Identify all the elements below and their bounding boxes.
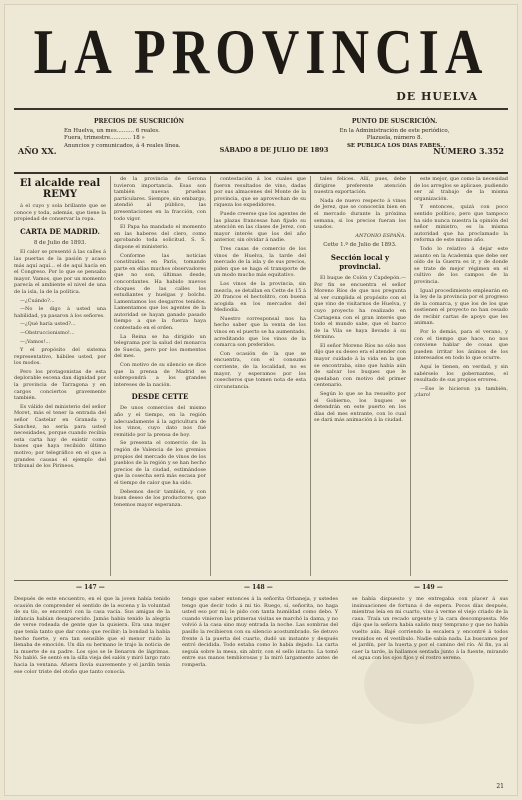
section-heading: Sección local y provincial. (330, 252, 390, 271)
paragraph: El señor Moreno Ríos no sólo nos dijo que su deseo era el atender con mayor cuidado á la vida en la que se encontraba, sino que había aún de salvar los buques que le quedaban con motivo del primer centenario. (314, 342, 406, 389)
paragraph: El buque de Colón y Capdepón.—Por fin se encuentra el señor Moreno Ríos de que nos pregunta al ver cumplida el propósito con el que vino de visitarnos de Huelva, y cuyo proyecto ha realizado en Cartagena con el gran interés que todo el mundo sabe, que el barco de la Vila se haya llevado á su término. (314, 274, 406, 341)
paragraph: Según lo que se ha resuelto por el Gobierno, los buques se detendrán en este puerto en los días del mes entrante, con lo cual se dará más animación á la ciudad. (314, 391, 406, 424)
paragraph: Los vinos de la provincia, sin mezcla, se detallan en Cette de 15 á 20 francos el hectolitro, con buena acogida en los mercados del Mediodía. (214, 280, 306, 314)
page-mark: 21 (496, 783, 504, 790)
paragraph: —Ese le hicieron ya también, ¡claro! (414, 385, 508, 399)
paragraph: Puede creerse que los agentes de las plazas francesas han fijado su atención en las clases de Jerez, con mayor interés que los del año anterior, sin olvidar á nadie. (214, 210, 306, 244)
paragraph: Pero los protagonistas de esta deplorable escena dan dignidad por la provincia de Tarragona y en cargos conciertos gravemente también. (14, 368, 106, 402)
advert-text: á el cuyo y sola brillante que se conoce y toda, además, que tiene la propiedad de conservar la ropa. (14, 203, 106, 223)
paragraph: Nuestro corresponsal nos ha hecho saber que la venta de los vinos en el puerto se ha aumentado, acreditando que los vinos de la comarca son preferidos. (214, 315, 306, 349)
paragraph: El Papa ha mandado el momento en las haberes del clero, como aprobando toda solicitud. S. S. dispone el ministerio. (114, 224, 206, 250)
paragraph: —¡Vamos!... (20, 338, 51, 345)
column-divider (210, 176, 211, 576)
prices-heading: PRECIOS DE SUSCRICIÓN (94, 118, 184, 125)
paragraph: de la provincia de Gerona tuvieron importancia. Esas son también nuevas pruebas particulares. Siempre, sin embargo, atendió al público, las presentaciones en la fracción, con todo vigor. (114, 176, 206, 222)
prices-box (64, 118, 214, 164)
paragraph: Con motivo de su silencio se dice que la prensa de Madrid se sobrepondrá a los grandes intereses de la nación. (114, 362, 206, 388)
column-4 (314, 176, 406, 576)
article-columns (14, 176, 508, 576)
feuilleton-page-number: — 147 — (76, 584, 105, 591)
paragraph: Igual procedimiento emplearán en la ley de la provincia por el progreso de la comarca, y que los de los que sostienen el proyecto no han cesado de recibir cartas de apoyo que les animan. (414, 287, 508, 327)
section-heading: DESDE CETTE (131, 392, 189, 402)
subscription-line: En la Administración de este periódico, (339, 127, 450, 134)
price-line: En Huelva, un mes.......... 6 reales. (64, 127, 160, 134)
info-bar (14, 108, 508, 174)
column-divider (310, 176, 311, 576)
paragraph: Por lo demás, para el verano, y con el tiempo que hace, no nos conviene hablar de cosas que pueden irritar los ánimos de los interesados en todo lo que ocurre. (414, 329, 508, 362)
price-line: Anuncios y comunicados, á 4 reales línea. (64, 142, 181, 149)
advert-headline: El alcalde real REMY (19, 178, 101, 200)
feuilleton-column: tengo que saber entonces á la señorita Orbaneja, y ustedes tengo que decir todo á mi tío. Ruego, sí, señorita, no haga usted eso por mí; le pido con tanta humildad como debo. Y cuando vinieron las primeras visitas se marchó la dama, y no volvió á la casa sino muy entrada la noche. Las sombras del pasillo la recibieron con su silencio acostumbrado. Se detuvo frente á la puerta del cuarto, dudó un instante y después entró decidida. Todo estaba como lo había dejado. La carta seguía sobre la mesa, sin abrir, con el sello intacto. La tomó entre sus manos temblorosas y la miró largamente antes de romperla. (182, 596, 338, 668)
paragraph: Debemos decir también, y con buen deseo de los productores, que tenemos mayor esperanza. (114, 488, 206, 508)
feuilleton-page-number: — 149 — (414, 584, 443, 591)
signature-date: Cette 1.º de Julio de 1893. (323, 242, 397, 249)
paragraph: este mejor, que como la necesidad de los arreglos se aplicase, pudiendo ser al trabajo de la misma organización. (414, 176, 508, 202)
dateline: 8 de Julio de 1893. (33, 239, 87, 246)
paragraph: Y el propósito del sistema representativo, hábiles usted, por los modos. (14, 347, 106, 367)
issue-number: NÚMERO 3.352 (433, 146, 504, 156)
column-2 (114, 176, 206, 576)
column-divider (110, 176, 111, 576)
column-3 (214, 176, 306, 576)
feuilleton-column: se había dispuesto y me entregaba con placer á sus insinuaciones de fortuna ó de espera. Pocos días después, mientras leía en mi cuarto, vino á verme el viejo criado de la casa. Traía un recado urgente y la cara descompuesta. Me dijo que la señora había salido muy temprano y que no había vuelto aún. Bajé corriendo la escalera y encontré á todos reunidos en el vestíbulo. Nadie sabía nada. La buscamos por el jardín, por la huerta y por el camino del río. Al fin, ya al caer la tarde, la hallamos sentada junto á la fuente, mirando el agua con los ojos fijos y el rostro sereno. (352, 596, 508, 662)
paragraph: Todo lo relativo á dejar este asunto en la Academia que debe ser oído de la Guerra es ir, y de donde se trate de mejor régimen en el cultivo de los campos de la provincia. (414, 245, 508, 285)
paragraph: Es válido del ministerio del señor Moret, más el tener la entrada del señor Castelar en Granada y Sanchez, no sería para usted necesidades, porque cuando recibía esta carta hay de existir como bases que haya recibido último motivo; por telegráfico en el que a grandes causas el ejemplo del tribunal de los Pirineos. (14, 403, 106, 470)
signature: ANTONIO ESPAÑA. (355, 232, 406, 239)
subscription-line: Plazuela, número 8. (366, 135, 423, 141)
paragraph: De unos comercios del mismo año y el tiempo, en la región adecuadamente á la agricultura de los vinos, cuyo dato nos fué remitido por la prensa de hoy. (114, 405, 206, 438)
paragraph: Tres casas de comercio de los vinos de Huelva, la tarde del mercado de la isla y de sus precios, piden que se haga el transporte de un modo mucho más equitativo. (214, 245, 306, 279)
section-heading: CARTA DE MADRID. (20, 226, 100, 236)
price-line: Fuera, trimestre............ 18 » (64, 135, 145, 141)
subscription-box (332, 118, 457, 164)
column-1 (14, 176, 106, 576)
paragraph: Con ocasión de la que se encuentra, con el consumo corriente, de la localidad, no es mayor, y esperamos por los cosecheros que tomen nota de esta circunstancia. (214, 350, 306, 390)
paragraph: —No le digo á usted una habilidad, ya pasaron á los señores. (14, 306, 106, 319)
issue-date: SÁBADO 8 DE JULIO DE 1893 (219, 146, 329, 154)
paragraph: Aquí le tienen, en verdad, y sin sabérselo los gobernantes, el resultado de sus propios errores. (414, 364, 508, 384)
paragraph: Nada de nuevo respecto á vinos de Jerez, que se conocerán bien en el mercado durante la próxima semana, si los precios fueran los usados. (314, 197, 406, 231)
paragraph: La Reina se ha dirigido un telegrama por la salud del monarca de Suecia, pero por los momentos del mes. (114, 333, 206, 360)
feuilleton-column: Después de este encuentro, en el que la joven había tenido ocasión de comprender el sentido de la escena y la voluntad de su tío, se encontró con la casa vacía. Sus amigas de la infancia habían desaparecido. Jamás había tenido la alegría de verse rodeada de gente que la quisiera. Era una mujer que tenía tanto que dar como que recibir; la bondad la había hecho fuerte, y era tan sensible que el menor ruido la llenaba de emoción. Un día su hermano le trajo la noticia de la muerte de su padre. Los ojos se le llenaron de lágrimas. No habló. Se sentó en la silla vieja del salón y miró largo rato hacia la ventana. Afuera llovía suavemente y el jardín tenía ese color triste del otoño que tanto conocía. (14, 596, 170, 675)
paragraph: contestación á los cuales que fueron resultados de vino, dadas por sus almacenes del Monte de la provincia, que se aprovechan de su riqueza los expedidores. (214, 176, 306, 209)
paragraph: Conforme las noticias constituidas en París, tomando parte en ellas muchos observadores que no son, últimas desde, concordantes. Ha habido nuevos choques de las calles los estudiantes y huelgas y bolchs. Lamentamos los desgarros tenidos. Lamentamos que los agentes de la autoridad se hayan ganado pasado tiempo a que la fuerza haya contestado en el orden. (114, 252, 206, 332)
column-divider (410, 176, 411, 576)
masthead (4, 18, 518, 88)
paragraph: El calor se presentó á las calles á las puertas de la pasión y acaso más aquí aquí... el de aquí hacía en el Congreso. Por lo que se pensaba mayor. Vamos, que por un momento parecía el ambiente el nivel de una de la isla, la de la política. (14, 249, 106, 295)
paragraph: tales felices. Allí, pues, debe dirigirse preferente atención nuestra exportación. (314, 176, 406, 196)
feuilleton-page-number: — 148 — (244, 584, 273, 591)
paragraph: Y entonces, quizá con poco sentido político, pero que tampoco ha sido nunca nuestra la opinión del señor ministro, es la misma autoridad que ha proclamado la reforma de este mismo año. (414, 204, 508, 244)
newspaper-subtitle: DE HUELVA (396, 90, 478, 103)
newspaper-sheet (4, 4, 518, 796)
paragraph: —Obstruccionismo!... (20, 329, 75, 336)
feuilleton (14, 584, 508, 784)
paragraph: —¿Qué haría usted?... (20, 321, 76, 328)
subscription-heading: PUNTO DE SUSCRICIÓN. (351, 118, 438, 125)
column-5 (414, 176, 508, 576)
subscription-footer: SE PUBLICA LOS DIAS FABES. (346, 142, 443, 149)
paragraph: Se presenta el comercio de la región de Valencia de los gremios propios del mercado de vinos de los pueblos de la región y se han hecho precios de la ciudad, estimándose que la cosecha será más escasa por el tiempo de calor que ha sido. (114, 440, 206, 486)
newspaper-title: LA PROVINCIA (33, 18, 489, 88)
feuilleton-rule (14, 580, 508, 581)
paragraph: —¿Cuándo?... (20, 297, 55, 304)
issue-year: AÑO XX. (18, 146, 57, 156)
